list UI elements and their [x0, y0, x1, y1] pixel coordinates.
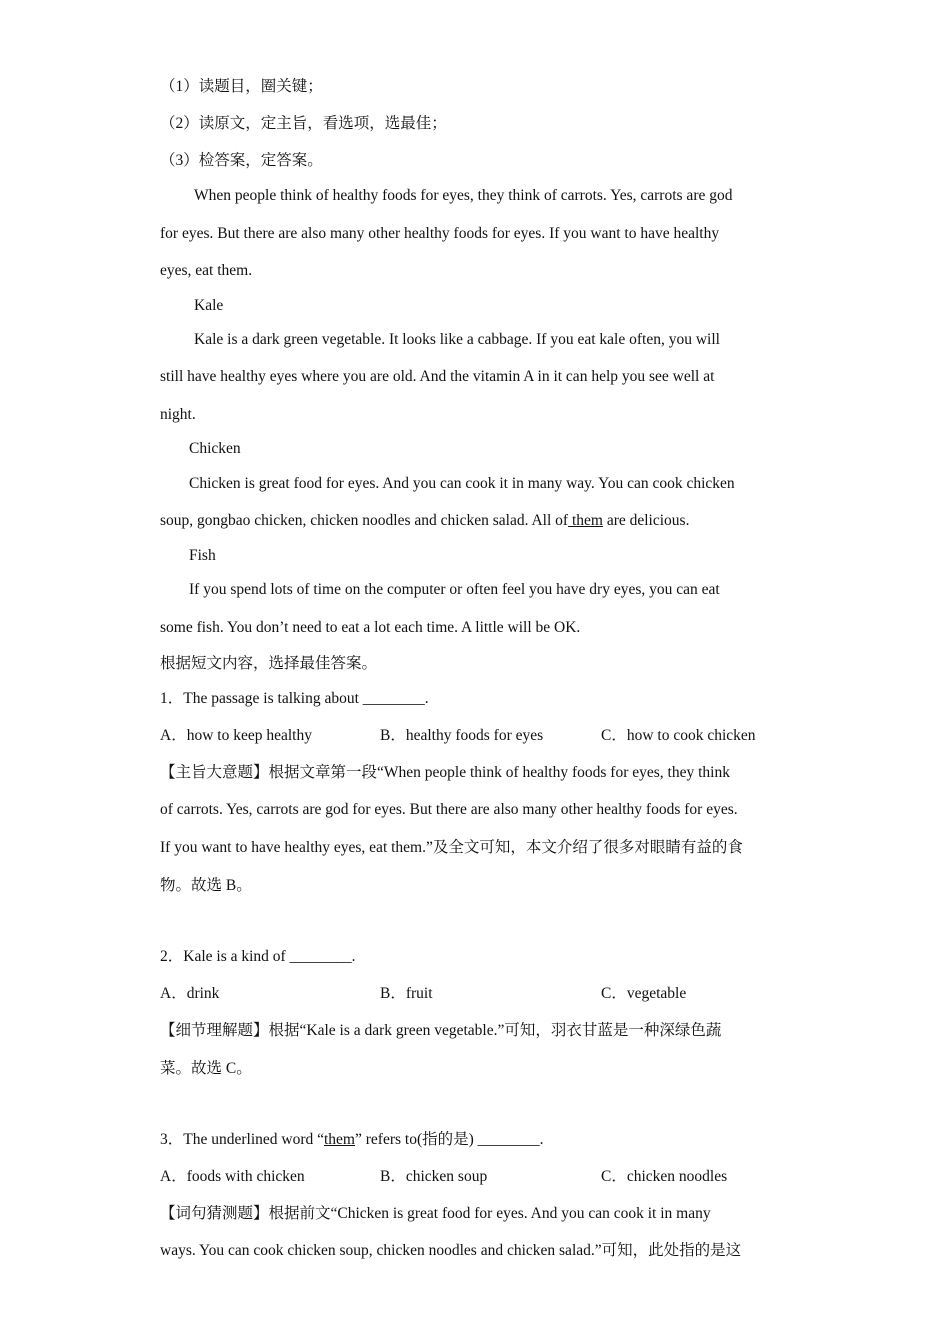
question-3-explanation: 【词句猜测题】根据前文“Chicken is great food for eyes. And you can cook it in many — [160, 1205, 711, 1222]
chicken-heading: Chicken — [189, 440, 241, 457]
fish-line: If you spend lots of time on the computer or often feel you have dry eyes, you can eat — [189, 581, 720, 598]
question-3-option-b: B．chicken soup — [380, 1168, 488, 1185]
question-1-explanation: of carrots. Yes, carrots are god for eyes. But there are also many other healthy foods for eyes. — [160, 801, 738, 818]
underlined-them: them — [568, 512, 603, 529]
instruction: 根据短文内容，选择最佳答案。 — [160, 655, 378, 672]
question-2-option-a: A．drink — [160, 985, 220, 1002]
kale-line: still have healthy eyes where you are old. And the vitamin A in it can help you see well at — [160, 368, 715, 385]
question-2-stem: 2．Kale is a kind of ________. — [160, 948, 356, 965]
intro-line: When people think of healthy foods for eyes, they think of carrots. Yes, carrots are god — [194, 187, 733, 204]
question-1-option-a: A．how to keep healthy — [160, 727, 312, 744]
step-3: （3）检答案，定答案。 — [160, 152, 323, 169]
question-2-option-c: C．vegetable — [601, 985, 687, 1002]
fish-line: some fish. You don’t need to eat a lot each time. A little will be OK. — [160, 619, 581, 636]
question-3-stem-text: 3．The underlined word “ — [160, 1131, 324, 1148]
question-1-explanation: If you want to have healthy eyes, eat them.”及全文可知，本文介绍了很多对眼睛有益的食 — [160, 839, 743, 856]
question-1-stem: 1．The passage is talking about ________. — [160, 690, 429, 707]
question-2-option-b: B．fruit — [380, 985, 433, 1002]
step-1: （1）读题目，圈关键； — [160, 78, 323, 95]
chicken-line-text: are delicious. — [602, 512, 690, 529]
chicken-line — [160, 511, 689, 531]
question-1-explanation: 物。故选 B。 — [160, 877, 252, 894]
kale-line: Kale is a dark green vegetable. It looks like a cabbage. If you eat kale often, you will — [194, 331, 720, 348]
intro-line: for eyes. But there are also many other healthy foods for eyes. If you want to have healthy — [160, 225, 720, 242]
question-3-stem — [160, 1130, 544, 1150]
intro-line: eyes, eat them. — [160, 262, 253, 279]
question-3-stem-text: ” refers to(指的是) ________. — [355, 1131, 544, 1148]
kale-heading: Kale — [194, 297, 224, 314]
question-1-explanation: 【主旨大意题】根据文章第一段“When people think of healthy foods for eyes, they think — [160, 764, 730, 781]
fish-heading: Fish — [189, 547, 216, 564]
question-2-explanation: 【细节理解题】根据“Kale is a dark green vegetable.”可知，羽衣甘蓝是一种深绿色蔬 — [160, 1022, 722, 1039]
step-2: （2）读原文，定主旨，看选项，选最佳； — [160, 115, 447, 132]
chicken-line-text: soup, gongbao chicken, chicken noodles and chicken salad. All of — [160, 512, 569, 529]
question-3-option-c: C．chicken noodles — [601, 1168, 728, 1185]
chicken-line: Chicken is great food for eyes. And you can cook it in many way. You can cook chicken — [189, 475, 735, 492]
question-3-explanation: ways. You can cook chicken soup, chicken noodles and chicken salad.”可知，此处指的是这 — [160, 1242, 742, 1259]
question-3-option-a: A．foods with chicken — [160, 1168, 305, 1185]
question-1-option-c: C．how to cook chicken — [601, 727, 756, 744]
question-2-explanation: 菜。故选 C。 — [160, 1060, 252, 1077]
kale-line: night. — [160, 406, 196, 423]
question-1-option-b: B．healthy foods for eyes — [380, 727, 544, 744]
underlined-them: them — [324, 1131, 355, 1148]
